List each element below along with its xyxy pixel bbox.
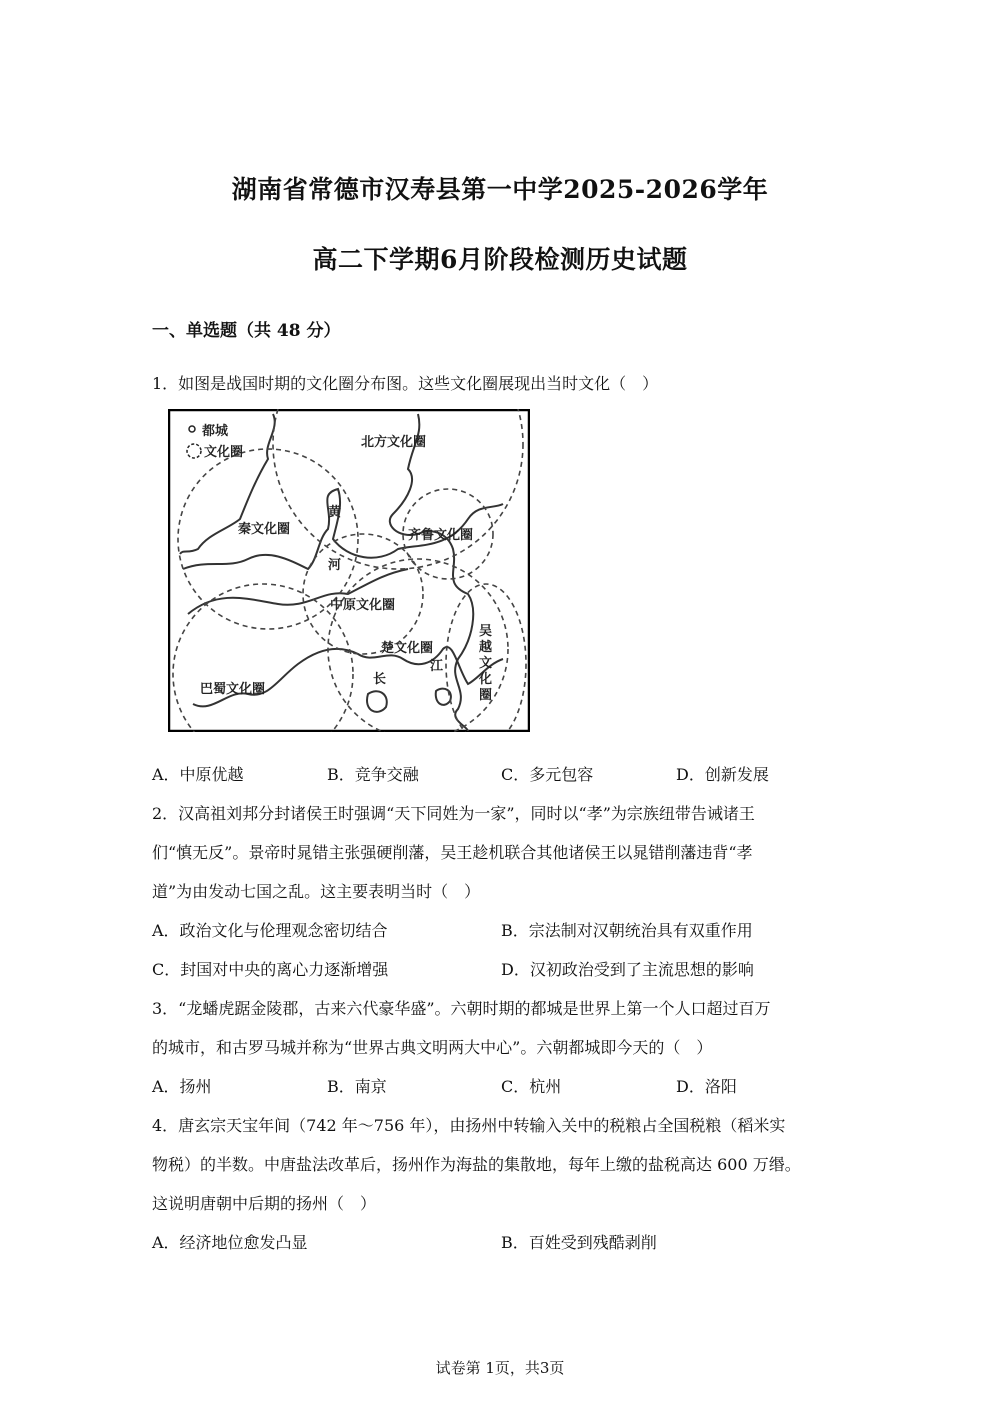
label-jiang: 江 <box>430 659 444 674</box>
q2-option-b: B．宗法制对汉朝统治具有双重作用 <box>501 921 753 940</box>
label-qin: 秦文化圈 <box>238 522 291 537</box>
question-1-stem: 1．如图是战国时期的文化圈分布图。这些文化圈展现出当时文化（ ） <box>152 374 659 393</box>
q3-option-a: A．扬州 <box>152 1077 212 1096</box>
label-huang: 黄 <box>328 505 342 520</box>
warring-states-culture-map <box>168 409 530 732</box>
question-2-line3: 道”为由发动七国之乱。这主要表明当时（ ） <box>152 882 481 901</box>
q2-option-a: A．政治文化与伦理观念密切结合 <box>152 921 388 940</box>
legend-capital: 都城 <box>202 424 229 439</box>
q4-option-b: B．百姓受到残酷剥削 <box>501 1233 657 1252</box>
section-heading: 一、单选题（共 48 分） <box>152 321 341 341</box>
label-north: 北方文化圈 <box>361 435 427 450</box>
q2-option-d: D．汉初政治受到了主流思想的影响 <box>501 960 754 979</box>
q1-option-d: D．创新发展 <box>676 765 769 784</box>
label-chu: 楚文化圈 <box>381 641 434 656</box>
q1-option-c: C．多元包容 <box>501 765 594 784</box>
exam-title-line1: 湖南省常德市汉寿县第一中学2025-2026学年 <box>231 175 769 204</box>
question-3-line2: 的城市，和古罗马城并称为“世界古典文明两大中心”。六朝都城即今天的（ ） <box>152 1038 713 1057</box>
label-wuyue-3: 文 <box>479 656 493 671</box>
q3-option-c: C．杭州 <box>501 1077 562 1096</box>
label-zhongyuan: 中原文化圈 <box>330 598 396 613</box>
label-bashu: 巴蜀文化圈 <box>200 682 266 697</box>
question-2-line2: 们“慎无反”。景帝时晁错主张强硬削藩，吴王趁机联合其他诸侯王以晁错削藩违背“孝 <box>152 843 753 862</box>
q2-option-c: C．封国对中央的离心力逐渐增强 <box>152 960 389 979</box>
q4-option-a: A．经济地位愈发凸显 <box>152 1233 308 1252</box>
label-wuyue-5: 圈 <box>479 688 493 703</box>
label-he: 河 <box>328 558 342 573</box>
question-4-line2: 物税）的半数。中唐盐法改革后，扬州作为海盐的集散地，每年上缴的盐税高达 600 万缗。 <box>152 1155 801 1174</box>
q1-option-b: B．竞争交融 <box>327 765 419 784</box>
q1-option-a: A．中原优越 <box>152 765 244 784</box>
question-2-line1: 2．汉高祖刘邦分封诸侯王时强调“天下同姓为一家”，同时以“孝”为宗族纽带告诫诸王 <box>152 804 755 823</box>
q3-option-b: B．南京 <box>327 1077 387 1096</box>
q3-option-d: D．洛阳 <box>676 1077 737 1096</box>
question-4-line3: 这说明唐朝中后期的扬州（ ） <box>152 1194 377 1213</box>
page-footer: 试卷第 1页，共3页 <box>435 1359 565 1377</box>
label-qilu: 齐鲁文化圈 <box>408 528 474 543</box>
label-wuyue-2: 越 <box>479 640 493 655</box>
label-wuyue-1: 吴 <box>479 624 493 639</box>
label-chang: 长 <box>373 672 387 687</box>
label-wuyue-4: 化 <box>479 672 493 687</box>
question-3-line1: 3．“龙蟠虎踞金陵郡，古来六代豪华盛”。六朝时期的都城是世界上第一个人口超过百万 <box>152 999 771 1018</box>
question-4-line1: 4．唐玄宗天宝年间（742 年～756 年），由扬州中转输入关中的税粮占全国税粮（稻米实 <box>152 1116 786 1135</box>
exam-title-line2: 高二下学期6月阶段检测历史试题 <box>312 245 688 274</box>
legend-circle: 文化圈 <box>204 445 244 460</box>
